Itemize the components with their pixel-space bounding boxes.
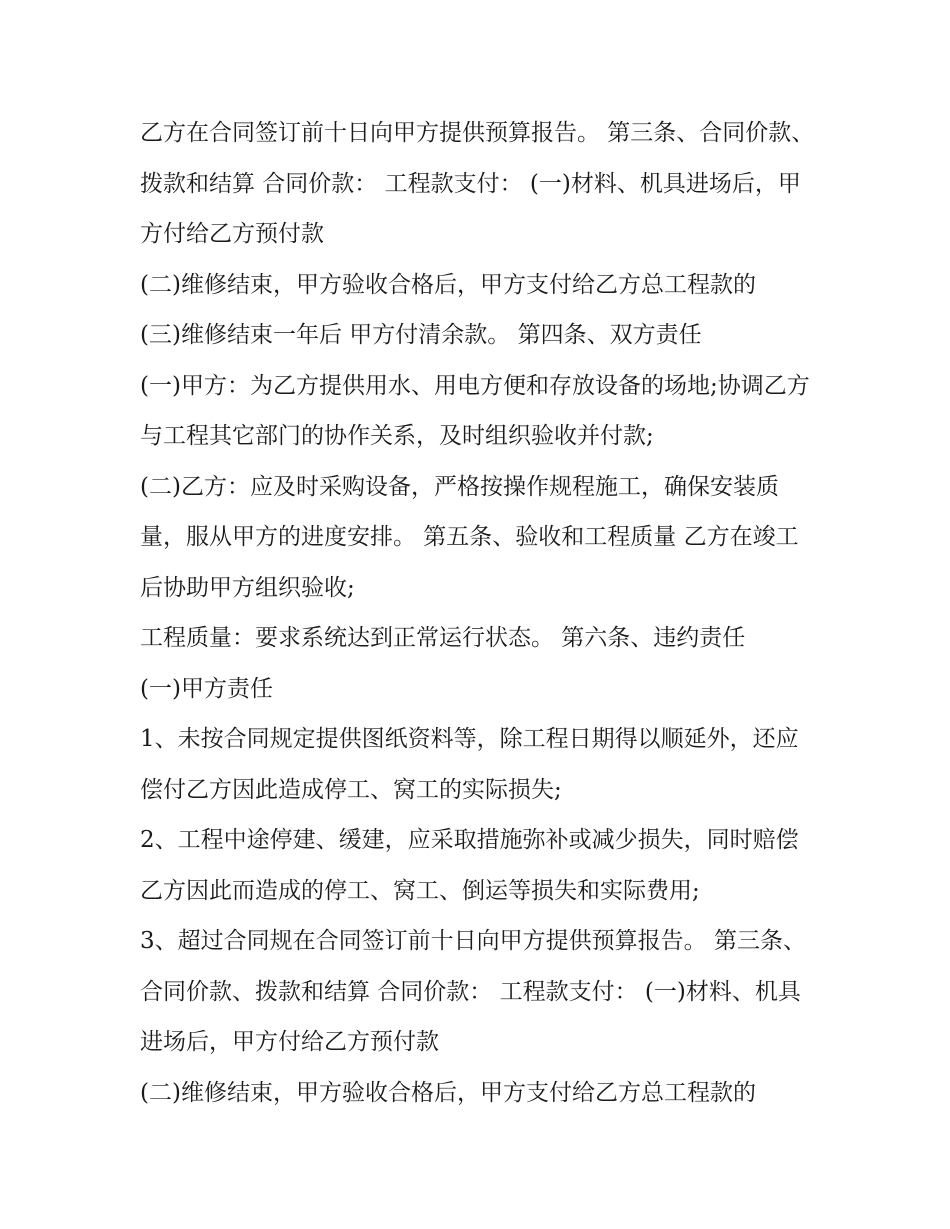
paragraph-final-payment: (三)维修结束一年后 甲方付清余款。 第四条、双方责任 xyxy=(140,322,702,348)
paragraph-party-a-liability: (一)甲方责任 xyxy=(140,675,273,702)
paragraph-maintenance-payment: (二)维修结束，甲方验收合格后，甲方支付给乙方总工程款的 xyxy=(140,271,756,298)
paragraph-item-1: 1、未按合同规定提供图纸资料等，除工程日期得以顺延外，还应偿付乙方因此造成停工、窝工的实际损失; xyxy=(140,726,799,803)
paragraph-party-b-duty: (二)乙方：应及时采购设备，严格按操作规程施工，确保安装质量，服从甲方的进度安排。 第五条、验收和工程质量 乙方在竣工后协助甲方组织验收; xyxy=(140,473,799,601)
paragraph-party-a-duty: (一)甲方：为乙方提供用水、用电方便和存放设备的场地;协调乙方与工程其它部门的协作关系，及时组织验收并付款; xyxy=(140,372,810,449)
paragraph-maintenance-payment-repeat: (二)维修结束，甲方验收合格后，甲方支付给乙方总工程款的 xyxy=(140,1079,756,1106)
paragraph-item-3: 3、超过合同规在合同签订前十日向甲方提供预算报告。 第三条、合同价款、拨款和结算 合同价款： 工程款支付： (一)材料、机具进场后，甲方付给乙方预付款 xyxy=(140,928,806,1055)
paragraph-budget-report: 乙方在合同签订前十日向甲方提供预算报告。 第三条、合同价款、拨款和结算 合同价款： 工程款支付： (一)材料、机具进场后，甲方付给乙方预付款 xyxy=(140,120,815,247)
paragraph-item-2: 2、工程中途停建、缓建，应采取措施弥补或减少损失，同时赔偿乙方因此而造成的停工、窝工、倒运等损失和实际费用; xyxy=(140,827,799,904)
paragraph-quality: 工程质量：要求系统达到正常运行状态。 第六条、违约责任 xyxy=(140,625,746,651)
document-body xyxy=(140,108,820,1118)
